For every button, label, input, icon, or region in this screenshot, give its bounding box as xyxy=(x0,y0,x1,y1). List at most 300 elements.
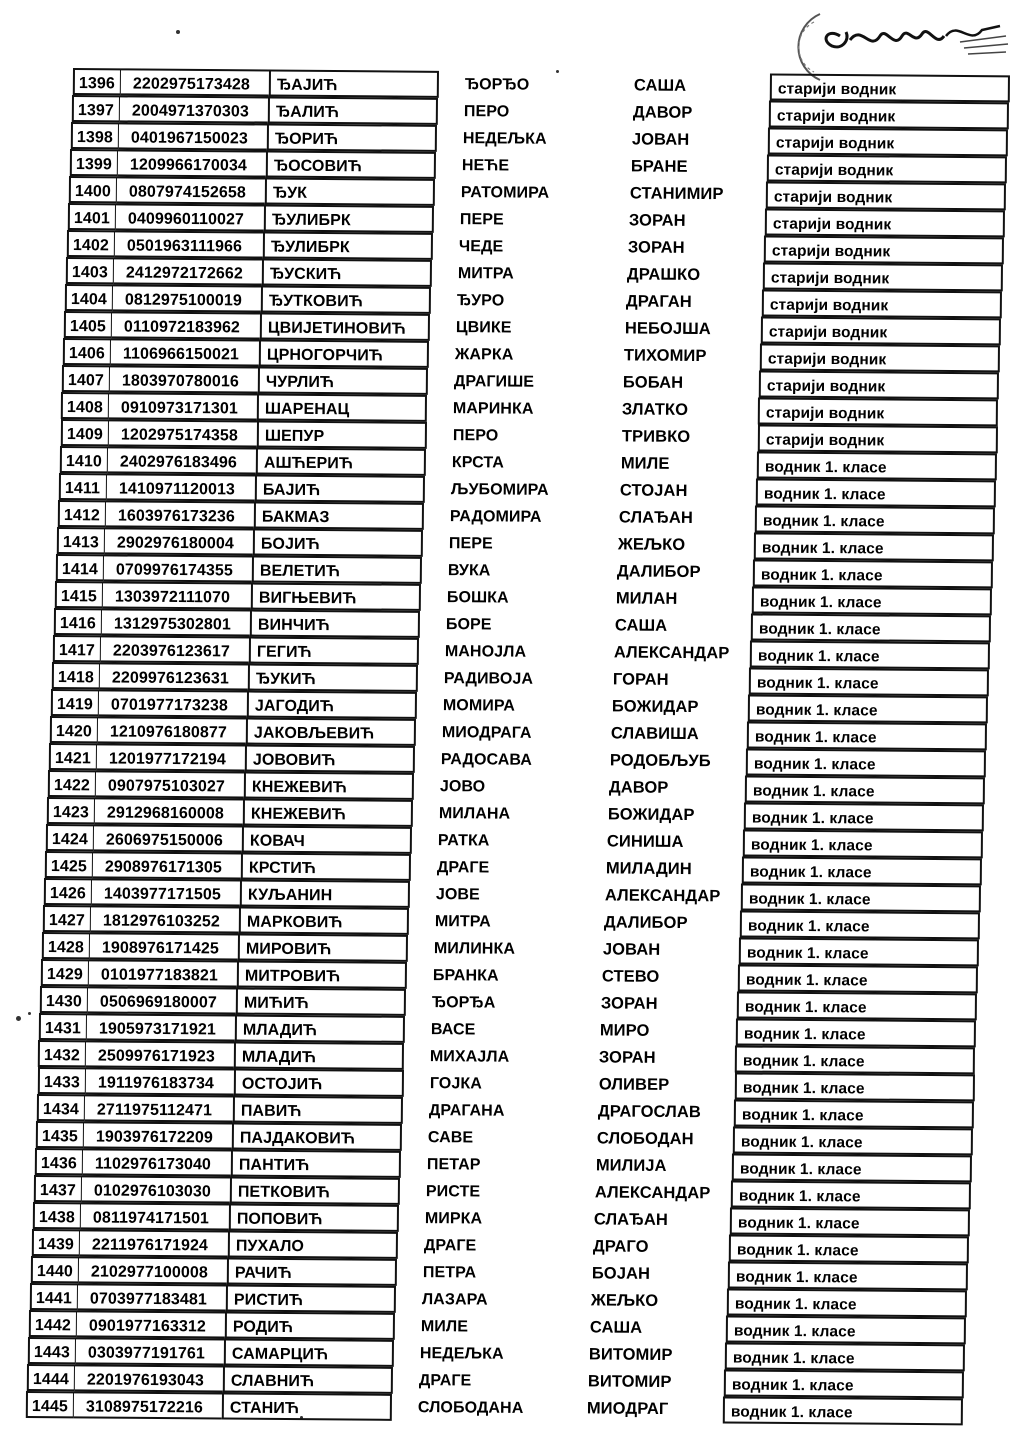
father-name-cell: ПЕТАР xyxy=(426,1156,481,1174)
surname-cell: КУЉАНИН xyxy=(240,880,410,908)
id-number-cell: 2209976123631 xyxy=(100,662,248,690)
first-name-cell: ЗОРАН xyxy=(599,1048,657,1067)
surname-cell: КНЕЖЕВИЋ xyxy=(244,772,414,800)
id-number-cell: 0907975103027 xyxy=(96,770,244,798)
rank-cell: водник 1. класе xyxy=(724,1369,964,1398)
father-name-cell: САВЕ xyxy=(427,1129,473,1147)
rank-cell: старији водник xyxy=(759,370,999,399)
rank-cell: водник 1. класе xyxy=(728,1261,968,1290)
father-name-cell: ЦВИКЕ xyxy=(456,319,512,337)
father-name-cell: ЂУРО xyxy=(457,292,505,310)
id-number-cell: 1102976173040 xyxy=(82,1148,230,1176)
first-name-cell: БОЖИДАР xyxy=(611,697,699,717)
row-number-cell: 1440 xyxy=(31,1256,79,1283)
first-name-cell: ЗОРАН xyxy=(629,211,686,230)
father-name-cell: РИСТЕ xyxy=(425,1183,480,1201)
rank-cell: старији водник xyxy=(761,316,1001,345)
rank-cell: водник 1. класе xyxy=(737,991,977,1020)
id-number-cell: 2902976180004 xyxy=(104,527,252,555)
rank-cell: водник 1. класе xyxy=(746,748,986,777)
father-name-cell: МИТРА xyxy=(458,265,515,283)
id-number-cell: 2211976171924 xyxy=(80,1229,228,1257)
row-number-cell: 1408 xyxy=(61,392,109,419)
row-number-cell: 1404 xyxy=(65,284,113,311)
rank-cell: старији водник xyxy=(768,127,1008,156)
rank-cell: водник 1. класе xyxy=(734,1072,974,1101)
id-number-cell: 1201977172194 xyxy=(97,743,245,771)
first-name-cell: ЖЕЉКО xyxy=(617,535,686,554)
row-number-cell: 1405 xyxy=(64,311,112,338)
father-name-cell: ЂОРЂО xyxy=(464,76,530,94)
row-number-cell: 1428 xyxy=(42,932,90,959)
rank-cell: водник 1. класе xyxy=(742,856,982,885)
id-number-cell: 0101977183821 xyxy=(89,959,237,987)
row-number-cell: 1441 xyxy=(30,1283,78,1310)
surname-cell: БОЈИЋ xyxy=(252,529,422,557)
first-name-cell: ДРАШКО xyxy=(627,265,701,284)
father-name-cell: ДРАГАНА xyxy=(428,1102,505,1120)
id-number-cell: 2201976193043 xyxy=(75,1364,223,1392)
father-name-cell: МИОДРАГА xyxy=(441,724,532,742)
id-number-cell: 0701977173238 xyxy=(99,689,247,717)
id-number-cell: 2912968160008 xyxy=(95,797,243,825)
first-name-cell: ТИХОМИР xyxy=(624,346,708,366)
rank-cell: водник 1. класе xyxy=(727,1288,967,1317)
father-name-cell: РАДОМИРА xyxy=(449,508,542,526)
father-name-cell: РАДОСАВА xyxy=(440,751,533,769)
father-name-cell: БРАНКА xyxy=(433,967,500,985)
surname-cell: ЦРНОГОРЧИЋ xyxy=(259,340,429,368)
row-number-cell: 1413 xyxy=(56,527,104,554)
first-name-cell: БОЈАН xyxy=(591,1264,650,1283)
id-number-cell: 2606975150006 xyxy=(94,824,242,852)
rank-cell: старији водник xyxy=(770,73,1010,102)
id-number-cell: 2402976183496 xyxy=(107,446,255,474)
row-number-cell: 1436 xyxy=(34,1148,82,1175)
rank-cell: старији водник xyxy=(766,181,1006,210)
surname-cell: ГЕГИЋ xyxy=(249,637,419,665)
first-name-cell: ЗОРАН xyxy=(601,994,659,1013)
father-name-cell: МОМИРА xyxy=(442,697,515,715)
row-number-cell: 1438 xyxy=(32,1202,80,1229)
row-number-cell: 1435 xyxy=(35,1121,83,1148)
surname-cell: ЂУК xyxy=(265,178,435,206)
rank-cell: водник 1. класе xyxy=(740,910,980,939)
father-name-cell: СЛОБОДАНА xyxy=(417,1399,524,1417)
first-name-cell: МИОДРАГ xyxy=(586,1399,669,1419)
id-number-cell: 0910973171301 xyxy=(109,392,257,420)
row-number-cell: 1433 xyxy=(37,1067,85,1094)
first-name-cell: МИРО xyxy=(600,1021,651,1040)
rank-cell: водник 1. класе xyxy=(726,1315,966,1344)
rank-cell: водник 1. класе xyxy=(729,1234,969,1263)
rank-cell: водник 1. класе xyxy=(754,505,994,534)
row-number-cell: 1400 xyxy=(69,176,117,203)
rank-cell: водник 1. класе xyxy=(730,1180,970,1209)
id-number-cell: 1908976171425 xyxy=(90,932,238,960)
rank-cell: водник 1. класе xyxy=(750,640,990,669)
rank-cell: старији водник xyxy=(760,343,1000,372)
rank-cell: водник 1. класе xyxy=(738,964,978,993)
id-number-cell: 2203976123617 xyxy=(101,635,249,663)
surname-cell: МАРКОВИЋ xyxy=(239,907,409,935)
father-name-cell: РАДИВОЈА xyxy=(443,670,534,688)
id-number-cell: 1403977171505 xyxy=(92,878,240,906)
surname-cell: ЂАЈИЋ xyxy=(269,70,439,98)
rank-cell: водник 1. класе xyxy=(753,532,993,561)
id-number-cell: 0401967150023 xyxy=(119,122,267,150)
id-number-cell: 2202975173428 xyxy=(121,68,269,96)
row-number-cell: 1406 xyxy=(63,338,111,365)
row-number-cell: 1437 xyxy=(33,1175,81,1202)
row-number-cell: 1426 xyxy=(44,878,92,905)
first-name-cell: СЛАВИША xyxy=(610,724,699,744)
id-number-cell: 1803970780016 xyxy=(110,365,258,393)
id-number-cell: 1209966170034 xyxy=(118,149,266,177)
rank-cell: водник 1. класе xyxy=(723,1396,963,1425)
first-name-cell: ВИТОМИР xyxy=(587,1372,672,1392)
surname-cell: РАЧИЋ xyxy=(227,1258,397,1286)
surname-cell: МЛАДИЋ xyxy=(234,1042,404,1070)
id-number-cell: 0709976174355 xyxy=(104,554,252,582)
id-number-cell: 0110972183962 xyxy=(112,311,260,339)
father-name-cell: ПЕРО xyxy=(463,103,510,121)
father-name-cell: БОРЕ xyxy=(445,616,492,634)
surname-cell: БАКМАЗ xyxy=(253,502,423,530)
father-name-cell: МИЛАНА xyxy=(438,805,511,823)
father-name-cell: ПЕРО xyxy=(452,427,498,445)
rank-cell: водник 1. класе xyxy=(733,1099,973,1128)
surname-cell: ШЕПУР xyxy=(256,421,426,449)
row-number-cell: 1439 xyxy=(32,1229,80,1256)
surname-cell: МЛАДИЋ xyxy=(235,1015,405,1043)
father-name-cell: ЈОВО xyxy=(439,778,486,796)
rank-cell: водник 1. класе xyxy=(732,1126,972,1155)
rank-cell: водник 1. класе xyxy=(744,802,984,831)
first-name-cell: АЛЕКСАНДАР xyxy=(594,1183,711,1203)
rank-cell: водник 1. класе xyxy=(731,1153,971,1182)
id-number-cell: 1106966150021 xyxy=(111,338,259,366)
row-number-cell: 1398 xyxy=(71,122,119,149)
rank-cell: водник 1. класе xyxy=(748,694,988,723)
father-name-cell: ПЕТРА xyxy=(422,1264,476,1282)
first-name-cell: ДРАГО xyxy=(592,1237,649,1256)
rank-cell: старији водник xyxy=(757,424,997,453)
row-number-cell: 1401 xyxy=(68,203,116,230)
surname-cell: ВИНЧИЋ xyxy=(250,610,420,638)
surname-cell: ЧУРЛИЋ xyxy=(258,367,428,395)
rank-cell: водник 1. класе xyxy=(755,478,995,507)
surname-cell: ШАРЕНАЦ xyxy=(257,394,427,422)
surname-cell: КОВАЧ xyxy=(242,826,412,854)
father-name-cell: НЕДЕЉКА xyxy=(462,130,547,148)
row-number-cell: 1412 xyxy=(57,500,105,527)
father-name-cell: МАРИНКА xyxy=(453,400,535,418)
father-name-cell: МИТРА xyxy=(435,913,492,931)
father-name-cell: ЈОВЕ xyxy=(436,886,481,904)
rank-cell: водник 1. класе xyxy=(747,721,987,750)
id-number-cell: 1312975302801 xyxy=(102,608,250,636)
father-name-cell: ДРАГИШЕ xyxy=(454,373,535,391)
row-number-cell: 1410 xyxy=(59,446,107,473)
father-name-cell: ДРАГЕ xyxy=(418,1372,472,1390)
row-number-cell: 1443 xyxy=(28,1337,76,1364)
first-name-cell: ЈОВАН xyxy=(603,940,661,959)
first-name-cell: ДАВОР xyxy=(608,778,669,797)
surname-cell: ПУХАЛО xyxy=(228,1231,398,1259)
first-name-cell: ГОРАН xyxy=(612,670,669,689)
rank-cell: старији водник xyxy=(765,208,1005,237)
first-name-cell: ДАЛИБОР xyxy=(604,913,688,933)
row-number-cell: 1425 xyxy=(45,851,93,878)
row-number-cell: 1434 xyxy=(36,1094,84,1121)
surname-cell: ЈОВОВИЋ xyxy=(245,745,415,773)
row-number-cell: 1418 xyxy=(52,662,100,689)
rank-cell: водник 1. класе xyxy=(749,667,989,696)
father-name-cell: ГОЈКА xyxy=(429,1075,482,1093)
father-name-cell: ДРАГЕ xyxy=(423,1237,477,1255)
first-name-cell: РОДОБЉУБ xyxy=(609,751,711,771)
first-name-cell: СИНИША xyxy=(606,832,684,852)
rank-cell: водник 1. класе xyxy=(729,1207,969,1236)
id-number-cell: 1603976173236 xyxy=(105,500,253,528)
surname-cell: ВЕЛЕТИЋ xyxy=(252,556,422,584)
id-number-cell: 0901977163312 xyxy=(77,1310,225,1338)
id-number-cell: 1303972111070 xyxy=(103,581,251,609)
rank-cell: старији водник xyxy=(762,289,1002,318)
id-number-cell: 2509976171923 xyxy=(86,1040,234,1068)
father-name-cell: ПЕРЕ xyxy=(460,211,505,229)
row-number-cell: 1416 xyxy=(54,608,102,635)
first-name-cell: БОБАН xyxy=(623,373,684,392)
id-number-cell: 1812976103252 xyxy=(91,905,239,933)
rank-cell: водник 1. класе xyxy=(739,937,979,966)
surname-cell: ПАЈДАКОВИЋ xyxy=(231,1123,401,1151)
first-name-cell: ДАЛИБОР xyxy=(616,562,701,582)
surname-cell: ЂАЛИЋ xyxy=(268,97,438,125)
surname-cell: ЂУКИЋ xyxy=(248,664,418,692)
id-number-cell: 2412972172662 xyxy=(114,257,262,285)
father-name-cell: МИЛЕ xyxy=(420,1318,468,1336)
row-number-cell: 1421 xyxy=(49,743,97,770)
rank-cell: старији водник xyxy=(758,397,998,426)
first-name-cell: АЛЕКСАНДАР xyxy=(605,886,721,906)
id-number-cell: 1903976172209 xyxy=(83,1121,231,1149)
surname-cell: ЈАГОДИЋ xyxy=(247,691,417,719)
id-number-cell: 0811974171501 xyxy=(80,1202,228,1230)
first-name-cell: ВИТОМИР xyxy=(588,1345,673,1365)
row-number-cell: 1445 xyxy=(26,1391,74,1418)
id-number-cell: 1202975174358 xyxy=(108,419,256,447)
rank-cell: водник 1. класе xyxy=(751,613,991,642)
first-name-cell: ЖЕЉКО xyxy=(590,1291,659,1310)
first-name-cell: БРАНЕ xyxy=(630,157,688,176)
surname-cell: ЂУСКИЋ xyxy=(262,259,432,287)
surname-cell: БАЈИЋ xyxy=(254,475,424,503)
surname-cell: КНЕЖЕВИЋ xyxy=(243,799,413,827)
id-number-cell: 1210976180877 xyxy=(98,716,246,744)
row-number-cell: 1429 xyxy=(41,959,89,986)
first-name-cell: АЛЕКСАНДАР xyxy=(613,643,730,663)
row-number-cell: 1399 xyxy=(70,149,118,176)
rank-cell: водник 1. класе xyxy=(741,883,981,912)
row-number-cell: 1422 xyxy=(48,770,96,797)
row-number-cell: 1442 xyxy=(29,1310,77,1337)
surname-cell: ПАВИЋ xyxy=(232,1096,402,1124)
first-name-cell: ЗОРАН xyxy=(628,238,686,257)
surname-cell: ЦВИЈЕТИНОВИЋ xyxy=(260,313,430,341)
surname-cell: САМАРЦИЋ xyxy=(224,1339,394,1367)
row-number-cell: 1432 xyxy=(38,1040,86,1067)
row-number-cell: 1397 xyxy=(72,95,120,122)
father-name-cell: НЕЋЕ xyxy=(461,157,510,175)
first-name-cell: МИЛАН xyxy=(615,589,678,608)
row-number-cell: 1444 xyxy=(27,1364,75,1391)
row-number-cell: 1427 xyxy=(43,905,91,932)
father-name-cell: МИЛИНКА xyxy=(434,940,516,958)
father-name-cell: БОШКА xyxy=(446,589,509,607)
surname-cell: ВИГЊЕВИЋ xyxy=(251,583,421,611)
id-number-cell: 1911976183734 xyxy=(85,1067,233,1095)
rank-cell: старији водник xyxy=(769,100,1009,129)
id-number-cell: 0812975100019 xyxy=(113,284,261,312)
surname-cell: МИРОВИЋ xyxy=(238,934,408,962)
surname-cell: ЂУЛИБРК xyxy=(264,205,434,233)
first-name-cell: НЕБОЈША xyxy=(625,319,712,339)
surname-cell: АШЋЕРИЋ xyxy=(255,448,425,476)
first-name-cell: ОЛИВЕР xyxy=(598,1075,669,1094)
surname-cell: ОСТОЈИЋ xyxy=(233,1069,403,1097)
id-number-cell: 3108975172216 xyxy=(74,1391,222,1419)
first-name-cell: СТАНИМИР xyxy=(629,184,724,204)
father-name-cell: РАТКА xyxy=(437,832,490,850)
first-name-cell: СЛОБОДАН xyxy=(596,1129,694,1149)
rank-cell: старији водник xyxy=(764,235,1004,264)
row-number-cell: 1423 xyxy=(47,797,95,824)
row-number-cell: 1430 xyxy=(40,986,88,1013)
rank-cell: водник 1. класе xyxy=(743,829,983,858)
rank-cell: водник 1. класе xyxy=(725,1342,965,1371)
first-name-cell: ДРАГАН xyxy=(626,292,693,311)
first-name-cell: БОЖИДАР xyxy=(607,805,695,825)
surname-cell: ПОПОВИЋ xyxy=(228,1204,398,1232)
father-name-cell: МАНОЈЛА xyxy=(444,643,527,661)
id-number-cell: 2908976171305 xyxy=(93,851,241,879)
row-number-cell: 1424 xyxy=(46,824,94,851)
first-name-cell: САША xyxy=(614,616,668,635)
rank-cell: водник 1. класе xyxy=(745,775,985,804)
father-name-cell: КРСТА xyxy=(451,454,504,472)
father-name-cell: ЧЕДЕ xyxy=(459,238,504,256)
surname-cell: ЂУТКОВИЋ xyxy=(261,286,431,314)
surname-cell: ЂОСОВИЋ xyxy=(266,151,436,179)
row-number-cell: 1396 xyxy=(73,68,121,95)
father-name-cell: ЂОРЂА xyxy=(432,994,496,1012)
id-number-cell: 1905973171921 xyxy=(87,1013,235,1041)
row-number-cell: 1420 xyxy=(50,716,98,743)
surname-cell: МИЋИЋ xyxy=(236,988,406,1016)
surname-cell: СТАНИЋ xyxy=(222,1393,392,1421)
father-name-cell: ПЕРЕ xyxy=(448,535,493,553)
surname-cell: КРСТИЋ xyxy=(241,853,411,881)
first-name-cell: САША xyxy=(633,76,687,95)
rank-cell: водник 1. класе xyxy=(756,451,996,480)
id-number-cell: 0409960110027 xyxy=(116,203,264,231)
row-number-cell: 1403 xyxy=(66,257,114,284)
first-name-cell: ТРИВКО xyxy=(621,427,690,446)
surname-cell: СЛАВНИЋ xyxy=(223,1366,393,1394)
surname-cell: ЂОРИЋ xyxy=(267,124,437,152)
id-number-cell: 0501963111966 xyxy=(115,230,263,258)
first-name-cell: ЗЛАТКО xyxy=(622,400,689,419)
rank-cell: водник 1. класе xyxy=(736,1018,976,1047)
first-name-cell: САША xyxy=(589,1318,643,1337)
row-number-cell: 1415 xyxy=(55,581,103,608)
row-number-cell: 1419 xyxy=(51,689,99,716)
father-name-cell: МИХАЈЛА xyxy=(430,1048,510,1066)
surname-cell: ПАНТИЋ xyxy=(230,1150,400,1178)
id-number-cell: 0303977191761 xyxy=(76,1337,224,1365)
first-name-cell: СЛАЂАН xyxy=(593,1210,668,1229)
father-name-cell: ЛАЗАРА xyxy=(421,1291,488,1309)
surname-cell: РИСТИЋ xyxy=(226,1285,396,1313)
id-number-cell: 2711975112471 xyxy=(84,1094,232,1122)
row-number-cell: 1407 xyxy=(62,365,110,392)
first-name-cell: СЛАЂАН xyxy=(618,508,693,527)
first-name-cell: ЈОВАН xyxy=(631,130,690,149)
id-number-cell: 0102976103030 xyxy=(81,1175,229,1203)
father-name-cell: МИРКА xyxy=(424,1210,482,1228)
first-name-cell: МИЛАДИН xyxy=(605,859,693,879)
first-name-cell: ДРАГОСЛАВ xyxy=(597,1102,701,1122)
surname-cell: РОДИЋ xyxy=(225,1312,395,1340)
surname-cell: ЂУЛИБРК xyxy=(263,232,433,260)
id-number-cell: 0506969180007 xyxy=(88,986,236,1014)
surname-cell: ПЕТКОВИЋ xyxy=(229,1177,399,1205)
father-name-cell: ВУКА xyxy=(447,562,491,580)
father-name-cell: РАТОМИРА xyxy=(460,184,550,202)
id-number-cell: 1410971120013 xyxy=(106,473,254,501)
father-name-cell: ДРАГЕ xyxy=(436,859,490,877)
row-number-cell: 1409 xyxy=(60,419,108,446)
id-number-cell: 0807974152658 xyxy=(117,176,265,204)
rank-cell: водник 1. класе xyxy=(752,586,992,615)
first-name-cell: СТЕВО xyxy=(602,967,660,986)
father-name-cell: НЕДЕЉКА xyxy=(419,1345,504,1363)
row-number-cell: 1411 xyxy=(58,473,106,500)
id-number-cell: 2102977100008 xyxy=(79,1256,227,1284)
surname-cell: МИТРОВИЋ xyxy=(237,961,407,989)
father-name-cell: ВАСЕ xyxy=(431,1021,476,1039)
row-number-cell: 1431 xyxy=(39,1013,87,1040)
row-number-cell: 1402 xyxy=(67,230,115,257)
rank-cell: старији водник xyxy=(767,154,1007,183)
first-name-cell: ДАВОР xyxy=(632,103,693,122)
first-name-cell: СТОЈАН xyxy=(619,481,688,500)
id-number-cell: 0703977183481 xyxy=(78,1283,226,1311)
first-name-cell: МИЛЕ xyxy=(620,454,670,473)
first-name-cell: МИЛИЈА xyxy=(595,1156,667,1175)
rank-cell: старији водник xyxy=(763,262,1003,291)
row-number-cell: 1417 xyxy=(53,635,101,662)
row-number-cell: 1414 xyxy=(56,554,104,581)
father-name-cell: ЉУБОМИРА xyxy=(450,481,549,499)
rank-cell: водник 1. класе xyxy=(735,1045,975,1074)
father-name-cell: ЖАРКА xyxy=(455,346,514,364)
surname-cell: ЈАКОВЉЕВИЋ xyxy=(246,718,416,746)
rank-cell: водник 1. класе xyxy=(753,559,993,588)
id-number-cell: 2004971370303 xyxy=(120,95,268,123)
